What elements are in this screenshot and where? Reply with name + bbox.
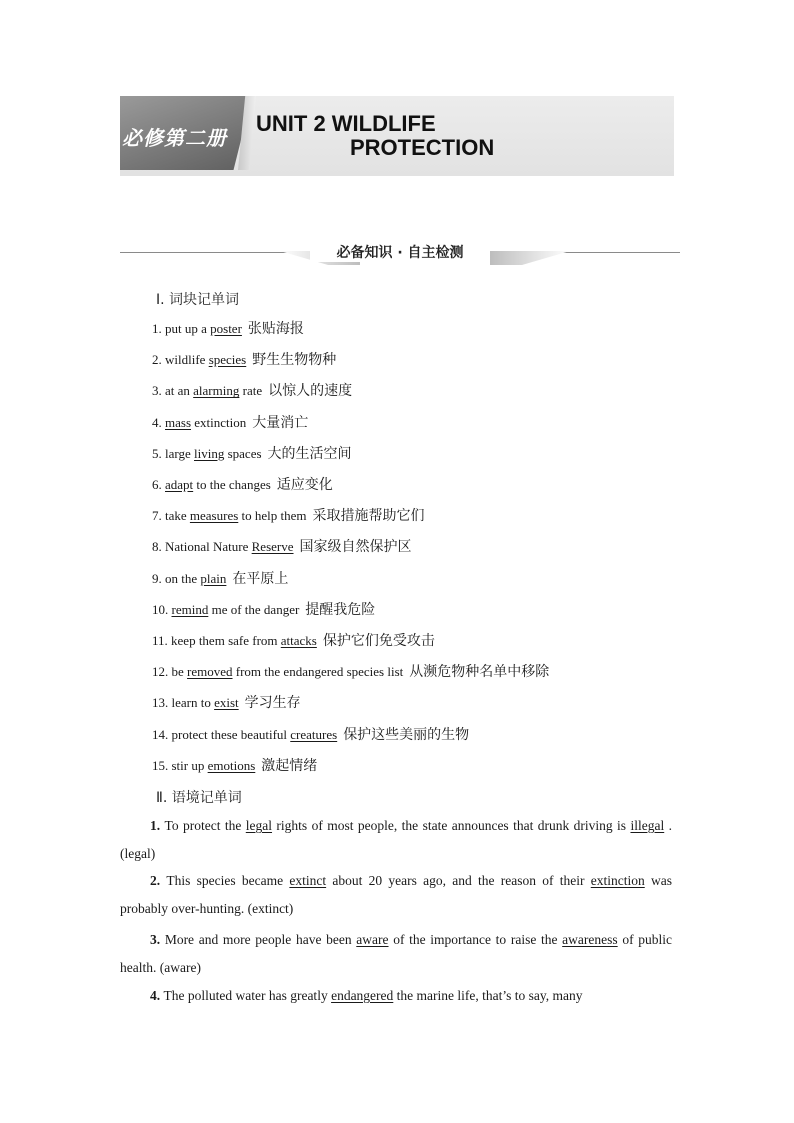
- vocab-prefix: stir up: [171, 757, 208, 773]
- context-answer: legal: [245, 818, 273, 833]
- unit-title: [256, 112, 494, 160]
- section-2-title: Ⅱ. 语境记单词: [156, 790, 242, 806]
- vocab-item: [152, 319, 304, 339]
- section-banner: [120, 238, 680, 268]
- vocab-answer: attacks: [280, 633, 317, 648]
- vocab-number: 1.: [152, 321, 165, 336]
- vocab-prefix: learn to: [171, 695, 215, 711]
- vocab-prefix: National Nature: [165, 539, 252, 555]
- vocab-answer: creatures: [290, 726, 338, 742]
- vocab-suffix: extinction: [191, 414, 247, 430]
- vocab-number: 8.: [152, 539, 165, 555]
- vocab-answer: alarming: [193, 383, 240, 399]
- vocab-number: 9.: [152, 570, 165, 586]
- context-text: This species became: [166, 873, 290, 888]
- book-volume-label: 必修第二册: [122, 126, 227, 150]
- context-number: 1.: [150, 818, 165, 833]
- context-answer: aware: [356, 932, 389, 947]
- context-answer: endangered: [331, 988, 394, 1003]
- context-item: [120, 926, 672, 982]
- vocab-item: [152, 662, 549, 682]
- vocab-prefix: protect these beautiful: [171, 726, 291, 742]
- vocab-item: [152, 569, 288, 589]
- vocab-prefix: wildlife: [165, 352, 209, 368]
- context-number: 4.: [150, 988, 164, 1003]
- context-text: To protect the: [164, 818, 246, 833]
- context-text: of public health. (aware): [120, 932, 672, 975]
- unit-title-line1: UNIT 2 WILDLIFE: [256, 111, 436, 136]
- vocab-answer: exist: [214, 695, 239, 711]
- vocab-number: 11.: [152, 633, 172, 648]
- vocab-number: 2.: [152, 352, 165, 368]
- vocab-item: [152, 631, 435, 651]
- vocab-translation: 学习生存: [244, 695, 301, 712]
- vocab-suffix: rate: [239, 383, 263, 399]
- vocab-prefix: be: [171, 664, 188, 680]
- vocab-translation: 野生生物物种: [252, 352, 337, 369]
- vocab-prefix: at an: [165, 383, 194, 399]
- vocab-answer: living: [194, 445, 225, 461]
- vocab-answer: mass: [165, 414, 191, 430]
- unit-title-line2: PROTECTION: [350, 135, 495, 160]
- vocab-translation: 在平原上: [232, 570, 289, 587]
- vocab-answer: species: [208, 352, 247, 368]
- vocab-item: [152, 693, 301, 713]
- context-text: about 20 years ago, and the reason of their: [326, 873, 591, 888]
- vocab-number: 10.: [152, 601, 172, 617]
- vocab-number: 4.: [152, 414, 165, 430]
- vocab-number: 7.: [152, 508, 165, 524]
- context-answer: illegal: [630, 818, 665, 833]
- context-item: [120, 812, 672, 868]
- vocab-item: [152, 413, 308, 433]
- vocab-translation: 采取措施帮助它们: [312, 508, 425, 525]
- vocab-translation: 张贴海报: [247, 321, 304, 337]
- vocab-item: [152, 350, 336, 370]
- vocab-translation: 大量消亡: [252, 414, 309, 431]
- vocab-translation: 激起情绪: [261, 757, 318, 774]
- vocab-number: 15.: [152, 757, 172, 773]
- context-answer: awareness: [562, 932, 618, 947]
- vocab-translation: 从濒危物种名单中移除: [409, 664, 550, 681]
- vocab-number: 13.: [152, 695, 172, 711]
- context-text: . (legal): [120, 818, 672, 861]
- vocab-translation: 国家级自然保护区: [299, 539, 412, 556]
- vocab-translation: 适应变化: [276, 477, 333, 493]
- context-answer: extinction: [590, 873, 645, 888]
- context-number: 2.: [150, 873, 167, 888]
- context-text: rights of most people, the state announces that drunk driving is: [272, 818, 631, 833]
- context-text: More and more people have been: [164, 932, 357, 947]
- vocab-item: [152, 444, 352, 464]
- vocab-answer: remind: [171, 601, 209, 617]
- vocab-suffix: spaces: [224, 445, 262, 461]
- vocab-suffix: to help them: [238, 508, 307, 524]
- vocab-answer: poster: [210, 321, 242, 336]
- vocab-translation: 以惊人的速度: [268, 383, 353, 400]
- section-1-title: Ⅰ. 词块记单词: [156, 292, 240, 308]
- vocab-suffix: to the changes: [193, 477, 271, 492]
- vocab-item: [152, 725, 469, 745]
- vocab-answer: adapt: [165, 477, 194, 492]
- vocab-suffix: from the endangered species list: [232, 664, 404, 680]
- vocab-prefix: put up a: [165, 321, 211, 336]
- context-number: 3.: [150, 932, 165, 947]
- vocab-answer: removed: [187, 664, 233, 680]
- vocab-answer: emotions: [207, 757, 256, 773]
- vocab-number: 12.: [152, 664, 172, 680]
- vocab-translation: 保护这些美丽的生物: [343, 726, 470, 743]
- vocab-item: [152, 537, 412, 557]
- vocab-number: 5.: [152, 445, 165, 461]
- vocab-answer: Reserve: [251, 539, 294, 555]
- context-text: was probably over-hunting. (extinct): [120, 873, 673, 916]
- vocab-prefix: large: [165, 445, 194, 461]
- vocab-answer: plain: [200, 570, 227, 586]
- vocab-translation: 提醒我危险: [305, 601, 376, 618]
- vocab-item: [152, 506, 425, 526]
- vocab-item: [152, 756, 317, 776]
- vocab-translation: 保护它们免受攻击: [322, 633, 435, 649]
- vocab-item: [152, 475, 333, 495]
- context-item: [120, 867, 672, 923]
- vocab-item: [152, 600, 375, 620]
- vocab-prefix: on the: [165, 570, 201, 586]
- vocab-number: 6.: [152, 477, 165, 492]
- banner-title: 必备知识 · 自主检测: [310, 242, 490, 262]
- vocab-item: [152, 381, 352, 401]
- context-text: The polluted water has greatly: [163, 988, 332, 1003]
- vocab-number: 3.: [152, 383, 165, 399]
- vocab-prefix: take: [165, 508, 190, 524]
- vocab-answer: measures: [189, 508, 239, 524]
- vocab-suffix: me of the danger: [208, 601, 300, 617]
- context-text: the marine life, that’s to say, many: [393, 988, 583, 1003]
- vocab-translation: 大的生活空间: [267, 445, 352, 462]
- vocab-prefix: keep them safe from: [171, 633, 281, 648]
- vocab-number: 14.: [152, 726, 172, 742]
- banner-wedge-right: [490, 251, 570, 265]
- context-item: [120, 982, 672, 1010]
- context-answer: extinct: [289, 873, 327, 888]
- context-text: of the importance to raise the: [388, 932, 563, 947]
